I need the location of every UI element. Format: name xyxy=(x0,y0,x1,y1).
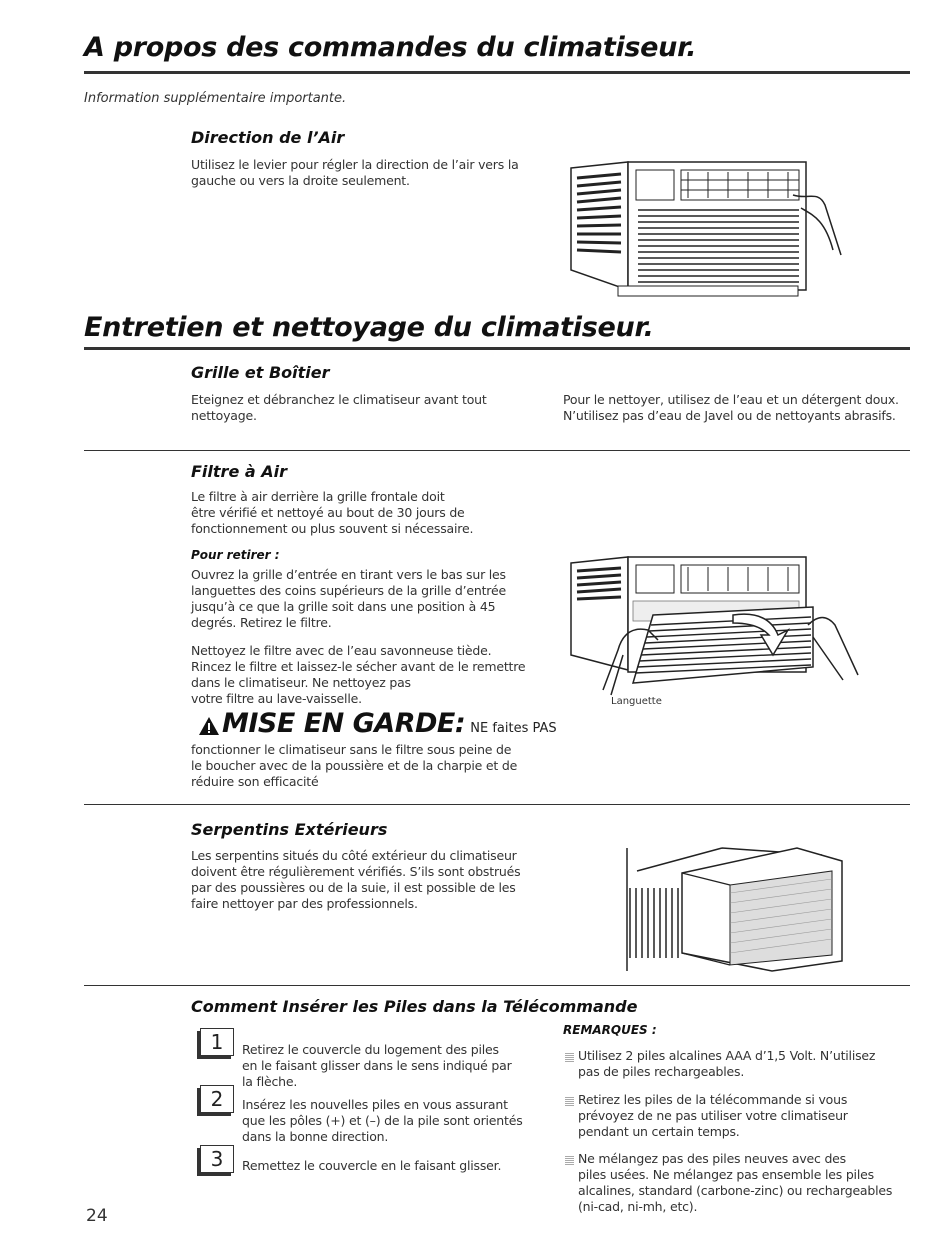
section2-rule xyxy=(84,347,910,350)
bullet-icon xyxy=(565,1156,574,1165)
bullet-icon xyxy=(565,1053,574,1062)
serpentins-heading: Serpentins Extérieurs xyxy=(191,820,388,839)
warning-triangle-icon xyxy=(198,716,220,736)
page-number: 24 xyxy=(86,1206,108,1226)
section2-title: Entretien et nettoyage du climatiseur. xyxy=(84,312,654,343)
remark-2: Retirez les piles de la télécommande si vous prévoyez de ne pas utiliser votre climatiseur pendant un certain temps. xyxy=(578,1092,848,1139)
languette-caption: Languette xyxy=(611,696,662,707)
filter-removal-illustration xyxy=(563,555,863,700)
grille-text-left: Eteignez et débranchez le climatiseur avant tout nettoyage. xyxy=(191,392,487,423)
section1-rule xyxy=(84,71,910,74)
remarks-label: REMARQUES : xyxy=(563,1023,657,1037)
air-direction-text: Utilisez le levier pour régler la direction de l’air vers la gauche ou vers la droite seulement. xyxy=(191,157,519,188)
divider-1 xyxy=(84,450,910,451)
remark-1: Utilisez 2 piles alcalines AAA d’1,5 Volt. N’utilisez pas de piles rechargeables. xyxy=(578,1048,876,1079)
warning-text: fonctionner le climatiseur sans le filtre sous peine de le boucher avec de la poussière et de la charpie et de réduire son efficacité xyxy=(191,742,518,789)
ac-unit-illustration xyxy=(563,160,848,300)
warning-title: MISE EN GARDE: xyxy=(222,708,466,739)
warning-line xyxy=(222,708,557,739)
clean-text: Nettoyez le filtre avec de l’eau savonneuse tiède. Rincez le filtre et laissez-le sécher avant de le remettre dans le climatiseur. Ne nettoyez pas votre filtre au lave-vaisselle. xyxy=(191,643,526,706)
warning-tail: NE faites PAS xyxy=(470,721,557,736)
step-2-text: Insérez les nouvelles piles en vous assurant que les pôles (+) et (–) de la pile sont orientés dans la bonne direction. xyxy=(242,1097,523,1144)
step-3-text: Remettez le couvercle en le faisant glisser. xyxy=(242,1158,502,1173)
divider-2 xyxy=(84,804,910,805)
remark-3: Ne mélangez pas des piles neuves avec des piles usées. Ne mélangez pas ensemble les piles alcalines, standard (carbone-zinc) ou rechargeables (ni-cad, ni-mh, etc). xyxy=(578,1151,893,1214)
bullet-icon xyxy=(565,1097,574,1106)
grille-text-right: Pour le nettoyer, utilisez de l’eau et un détergent doux. N’utilisez pas d’eau de Javel ou de nettoyants abrasifs. xyxy=(563,392,899,423)
section1-subtitle: Information supplémentaire importante. xyxy=(84,91,347,106)
step-3-box: 3 xyxy=(200,1145,234,1173)
serpentins-text: Les serpentins situés du côté extérieur du climatiseur doivent être régulièrement vérifiés. S’ils sont obstrués par des poussières ou de la suie, il est possible de les faire nettoyer par des professionnels. xyxy=(191,848,521,911)
filtre-heading: Filtre à Air xyxy=(191,462,287,481)
step-2-box: 2 xyxy=(200,1085,234,1113)
piles-heading: Comment Insérer les Piles dans la Télécommande xyxy=(191,997,638,1016)
remove-label: Pour retirer : xyxy=(191,548,280,562)
air-direction-heading: Direction de l’Air xyxy=(191,128,345,147)
outdoor-coils-illustration xyxy=(622,843,847,973)
step-1-text: Retirez le couvercle du logement des piles en le faisant glisser dans le sens indiqué par la flèche. xyxy=(242,1042,512,1089)
divider-3 xyxy=(84,985,910,986)
step-1-box: 1 xyxy=(200,1028,234,1056)
section1-title: A propos des commandes du climatiseur. xyxy=(84,32,697,63)
remove-text: Ouvrez la grille d’entrée en tirant vers le bas sur les languettes des coins supérieurs de la grille d’entrée jusqu’à ce que la grille soit dans une position à 45 degrés. Retirez le filtre. xyxy=(191,567,506,630)
filtre-intro: Le filtre à air derrière la grille frontale doit être vérifié et nettoyé au bout de 30 jours de fonctionnement ou plus souvent si nécessaire. xyxy=(191,489,474,536)
grille-heading: Grille et Boîtier xyxy=(191,363,330,382)
